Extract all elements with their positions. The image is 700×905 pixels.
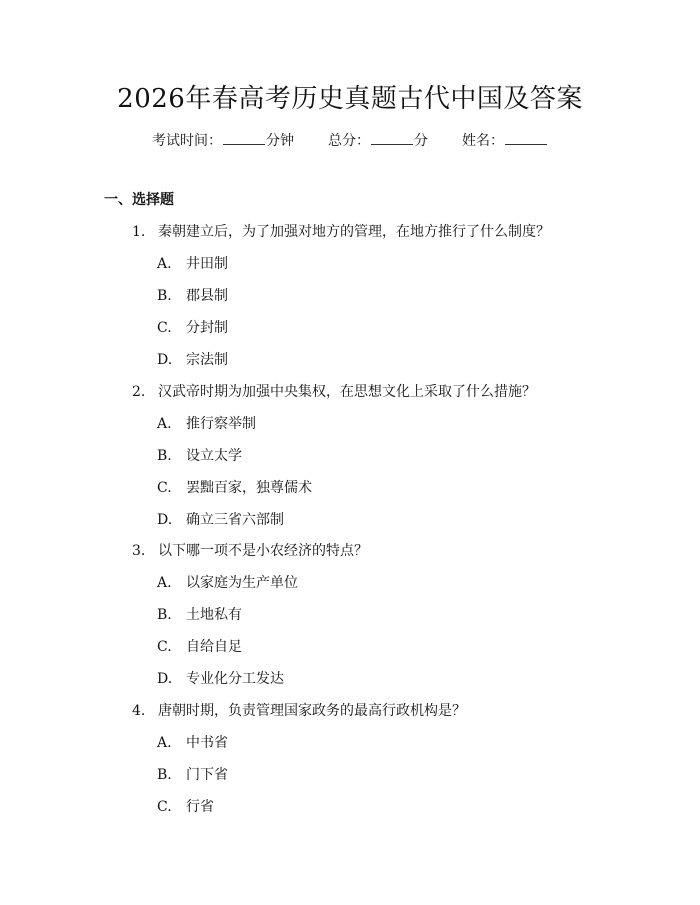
- option-3b[interactable]: [157, 605, 242, 625]
- option-3a[interactable]: [157, 573, 298, 593]
- option-2a[interactable]: [157, 414, 256, 434]
- total-score-unit: 分: [414, 133, 428, 149]
- option-text: 设立太学: [186, 448, 242, 464]
- exam-time-blank[interactable]: [223, 131, 265, 145]
- option-letter: D.: [157, 352, 173, 368]
- option-4a[interactable]: [157, 733, 228, 753]
- option-letter: B.: [157, 448, 172, 464]
- question-2: [132, 382, 536, 402]
- question-text: 唐朝时期，负责管理国家政务的最高行政机构是？: [158, 703, 466, 719]
- option-letter: A.: [157, 575, 172, 591]
- option-text: 中书省: [186, 735, 228, 751]
- option-4b[interactable]: [157, 765, 228, 785]
- option-1a[interactable]: [157, 254, 228, 274]
- exam-time-field: [152, 131, 294, 150]
- option-1c[interactable]: [157, 318, 228, 338]
- option-letter: C.: [157, 320, 172, 336]
- question-3: [132, 541, 368, 561]
- option-text: 确立三省六部制: [186, 512, 284, 528]
- section-title: 一、选择题: [104, 192, 174, 208]
- student-name-blank[interactable]: [505, 131, 547, 145]
- total-score-label: 总分：: [328, 133, 370, 149]
- option-letter: C.: [157, 480, 172, 496]
- page-title: 2026年春高考历史真题古代中国及答案: [117, 84, 583, 114]
- option-text: 以家庭为生产单位: [186, 575, 298, 591]
- option-3c[interactable]: [157, 637, 242, 657]
- student-name-field: [462, 131, 548, 150]
- option-2c[interactable]: [157, 478, 312, 498]
- option-letter: D.: [157, 671, 173, 687]
- option-letter: D.: [157, 512, 173, 528]
- option-text: 井田制: [186, 256, 228, 272]
- option-letter: B.: [157, 767, 172, 783]
- option-1b[interactable]: [157, 286, 228, 306]
- option-text: 郡县制: [186, 288, 228, 304]
- total-score-blank[interactable]: [371, 131, 413, 145]
- option-2d[interactable]: [157, 510, 284, 530]
- option-letter: B.: [157, 607, 172, 623]
- option-letter: C.: [157, 799, 172, 815]
- question-number: 3.: [132, 543, 146, 559]
- question-text: 汉武帝时期为加强中央集权，在思想文化上采取了什么措施？: [158, 384, 536, 400]
- option-text: 分封制: [186, 320, 228, 336]
- option-letter: C.: [157, 639, 172, 655]
- question-text: 秦朝建立后，为了加强对地方的管理，在地方推行了什么制度？: [158, 224, 550, 240]
- option-text: 专业化分工发达: [186, 671, 284, 687]
- option-text: 土地私有: [186, 607, 242, 623]
- option-text: 罢黜百家，独尊儒术: [186, 480, 312, 496]
- option-text: 自给自足: [186, 639, 242, 655]
- question-1: [132, 222, 550, 242]
- question-number: 4.: [132, 703, 146, 719]
- option-text: 门下省: [186, 767, 228, 783]
- option-3d[interactable]: [157, 669, 284, 689]
- option-letter: A.: [157, 256, 172, 272]
- total-score-field: [328, 131, 428, 150]
- question-text: 以下哪一项不是小农经济的特点？: [158, 543, 368, 559]
- option-letter: B.: [157, 288, 172, 304]
- option-letter: A.: [157, 416, 172, 432]
- question-4: [132, 701, 466, 721]
- option-2b[interactable]: [157, 446, 242, 466]
- option-4c[interactable]: [157, 797, 214, 817]
- option-letter: A.: [157, 735, 172, 751]
- student-name-label: 姓名：: [462, 133, 504, 149]
- option-text: 宗法制: [186, 352, 228, 368]
- question-number: 2.: [132, 384, 146, 400]
- option-1d[interactable]: [157, 350, 228, 370]
- question-number: 1.: [132, 224, 146, 240]
- exam-time-unit: 分钟: [266, 133, 294, 149]
- exam-time-label: 考试时间：: [152, 133, 222, 149]
- option-text: 推行察举制: [186, 416, 256, 432]
- option-text: 行省: [186, 799, 214, 815]
- exam-meta: [0, 131, 700, 150]
